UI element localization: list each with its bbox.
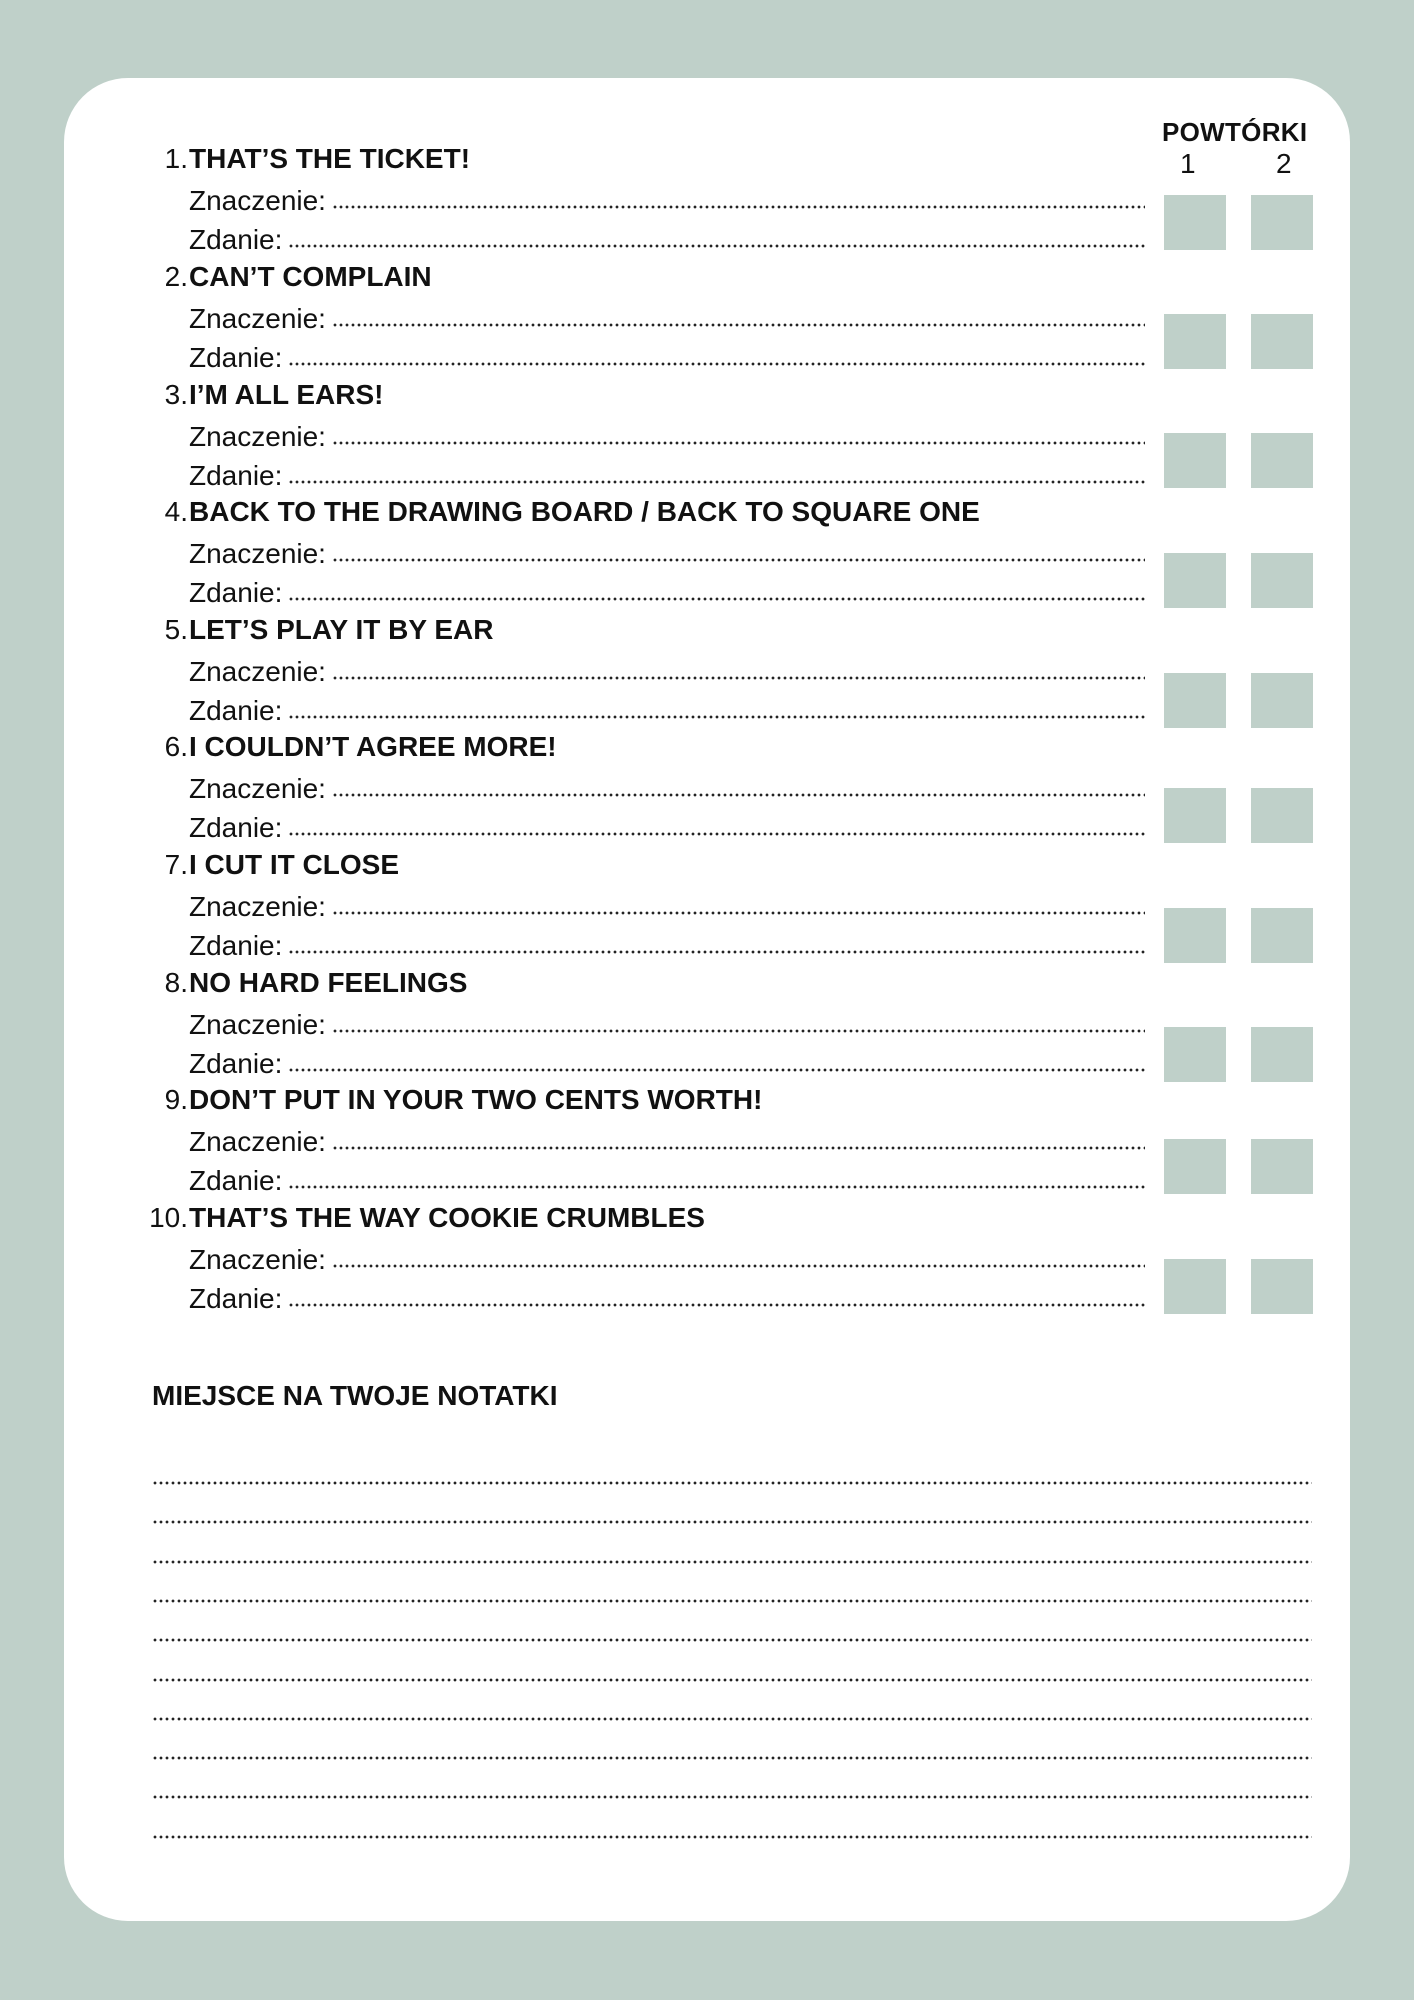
dotted-answer-line[interactable]: [288, 480, 1145, 484]
meaning-field[interactable]: [189, 534, 1145, 570]
repetition-checkbox-2[interactable]: [1251, 1027, 1313, 1082]
dotted-answer-line[interactable]: [332, 558, 1145, 562]
repetition-checkbox-1[interactable]: [1164, 314, 1226, 369]
item-number: 10.: [149, 1202, 188, 1233]
sentence-field[interactable]: [189, 691, 1145, 727]
dotted-answer-line[interactable]: [288, 362, 1145, 366]
phrase-title: THAT’S THE WAY COOKIE CRUMBLES: [189, 1202, 705, 1233]
meaning-field-label: Znaczenie:: [189, 421, 326, 452]
item-number: 2.: [164, 261, 188, 292]
phrase-title: THAT’S THE TICKET!: [189, 143, 471, 174]
dotted-answer-line[interactable]: [288, 715, 1145, 719]
phrase-title: BACK TO THE DRAWING BOARD / BACK TO SQUARE ONE: [189, 496, 980, 527]
item-number: 5.: [164, 614, 188, 645]
phrase-title: I COULDN’T AGREE MORE!: [189, 731, 557, 762]
meaning-field-label: Znaczenie:: [189, 1009, 326, 1040]
sentence-field[interactable]: [189, 808, 1145, 844]
repetition-checkbox-2[interactable]: [1251, 314, 1313, 369]
sentence-field[interactable]: [189, 926, 1145, 962]
sentence-field-label: Zdanie:: [189, 695, 283, 726]
repetition-checkbox-1[interactable]: [1164, 908, 1226, 963]
phrase-title: I CUT IT CLOSE: [189, 849, 399, 880]
note-line[interactable]: [152, 1481, 1312, 1485]
sentence-field[interactable]: [189, 1279, 1145, 1315]
repetition-checkbox-1[interactable]: [1164, 553, 1226, 608]
sentence-field[interactable]: [189, 1044, 1145, 1080]
meaning-field[interactable]: [189, 299, 1145, 335]
notes-title: MIEJSCE NA TWOJE NOTATKI: [152, 1380, 558, 1411]
sentence-field[interactable]: [189, 1161, 1145, 1197]
dotted-answer-line[interactable]: [288, 1068, 1145, 1072]
dotted-answer-line[interactable]: [332, 1146, 1145, 1150]
note-line[interactable]: [152, 1638, 1312, 1642]
sentence-field[interactable]: [189, 573, 1145, 609]
dotted-answer-line[interactable]: [332, 676, 1145, 680]
meaning-field[interactable]: [189, 417, 1145, 453]
meaning-field[interactable]: [189, 887, 1145, 923]
dotted-answer-line[interactable]: [288, 597, 1145, 601]
note-line[interactable]: [152, 1678, 1312, 1682]
repetition-checkbox-1[interactable]: [1164, 1259, 1226, 1314]
repetition-checkbox-1[interactable]: [1164, 1027, 1226, 1082]
repetition-checkbox-1[interactable]: [1164, 673, 1226, 728]
repetition-checkbox-2[interactable]: [1251, 673, 1313, 728]
repetition-checkbox-1[interactable]: [1164, 1139, 1226, 1194]
note-line[interactable]: [152, 1717, 1312, 1721]
meaning-field[interactable]: [189, 769, 1145, 805]
meaning-field-label: Znaczenie:: [189, 538, 326, 569]
repetition-column-1: 1: [1180, 148, 1196, 179]
meaning-field[interactable]: [189, 1240, 1145, 1276]
dotted-answer-line[interactable]: [288, 1185, 1145, 1189]
sentence-field[interactable]: [189, 220, 1145, 256]
dotted-answer-line[interactable]: [332, 793, 1145, 797]
repetition-checkbox-1[interactable]: [1164, 195, 1226, 250]
phrase-title: DON’T PUT IN YOUR TWO CENTS WORTH!: [189, 1084, 763, 1115]
dotted-answer-line[interactable]: [288, 1303, 1145, 1307]
dotted-answer-line[interactable]: [332, 323, 1145, 327]
sentence-field-label: Zdanie:: [189, 812, 283, 843]
sentence-field[interactable]: [189, 456, 1145, 492]
repetition-checkbox-2[interactable]: [1251, 1259, 1313, 1314]
meaning-field-label: Znaczenie:: [189, 1244, 326, 1275]
dotted-answer-line[interactable]: [288, 950, 1145, 954]
item-number: 7.: [164, 849, 188, 880]
sentence-field-label: Zdanie:: [189, 342, 283, 373]
note-line[interactable]: [152, 1599, 1312, 1603]
meaning-field-label: Znaczenie:: [189, 773, 326, 804]
sentence-field-label: Zdanie:: [189, 1283, 283, 1314]
meaning-field[interactable]: [189, 652, 1145, 688]
phrase-title: NO HARD FEELINGS: [189, 967, 468, 998]
repetition-checkbox-2[interactable]: [1251, 195, 1313, 250]
sentence-field[interactable]: [189, 338, 1145, 374]
sentence-field-label: Zdanie:: [189, 930, 283, 961]
dotted-answer-line[interactable]: [288, 244, 1145, 248]
repetitions-title: POWTÓRKI: [1162, 117, 1308, 147]
item-number: 1.: [164, 143, 188, 174]
item-number: 4.: [164, 496, 188, 527]
item-number: 6.: [164, 731, 188, 762]
sentence-field-label: Zdanie:: [189, 1048, 283, 1079]
dotted-answer-line[interactable]: [332, 441, 1145, 445]
repetition-checkbox-2[interactable]: [1251, 1139, 1313, 1194]
meaning-field-label: Znaczenie:: [189, 303, 326, 334]
phrase-title: CAN’T COMPLAIN: [189, 261, 432, 292]
sentence-field-label: Zdanie:: [189, 1165, 283, 1196]
repetition-checkbox-1[interactable]: [1164, 433, 1226, 488]
sentence-field-label: Zdanie:: [189, 577, 283, 608]
note-line[interactable]: [152, 1520, 1312, 1524]
meaning-field-label: Znaczenie:: [189, 656, 326, 687]
sentence-field-label: Zdanie:: [189, 460, 283, 491]
note-line[interactable]: [152, 1560, 1312, 1564]
note-line[interactable]: [152, 1795, 1312, 1799]
meaning-field[interactable]: [189, 1122, 1145, 1158]
repetition-column-2: 2: [1276, 148, 1292, 179]
dotted-answer-line[interactable]: [332, 911, 1145, 915]
dotted-answer-line[interactable]: [332, 1029, 1145, 1033]
sentence-field-label: Zdanie:: [189, 224, 283, 255]
phrase-title: I’M ALL EARS!: [189, 379, 384, 410]
item-number: 9.: [164, 1084, 188, 1115]
repetition-checkbox-1[interactable]: [1164, 788, 1226, 843]
note-line[interactable]: [152, 1756, 1312, 1760]
repetition-checkbox-2[interactable]: [1251, 788, 1313, 843]
item-number: 8.: [164, 967, 188, 998]
item-number: 3.: [164, 379, 188, 410]
meaning-field[interactable]: [189, 181, 1145, 217]
dotted-answer-line[interactable]: [332, 1264, 1145, 1268]
meaning-field[interactable]: [189, 1005, 1145, 1041]
phrase-title: LET’S PLAY IT BY EAR: [189, 614, 494, 645]
repetition-checkbox-2[interactable]: [1251, 433, 1313, 488]
meaning-field-label: Znaczenie:: [189, 185, 326, 216]
meaning-field-label: Znaczenie:: [189, 1126, 326, 1157]
repetition-checkbox-2[interactable]: [1251, 553, 1313, 608]
note-line[interactable]: [152, 1835, 1312, 1839]
dotted-answer-line[interactable]: [332, 205, 1145, 209]
meaning-field-label: Znaczenie:: [189, 891, 326, 922]
repetition-checkbox-2[interactable]: [1251, 908, 1313, 963]
dotted-answer-line[interactable]: [288, 832, 1145, 836]
